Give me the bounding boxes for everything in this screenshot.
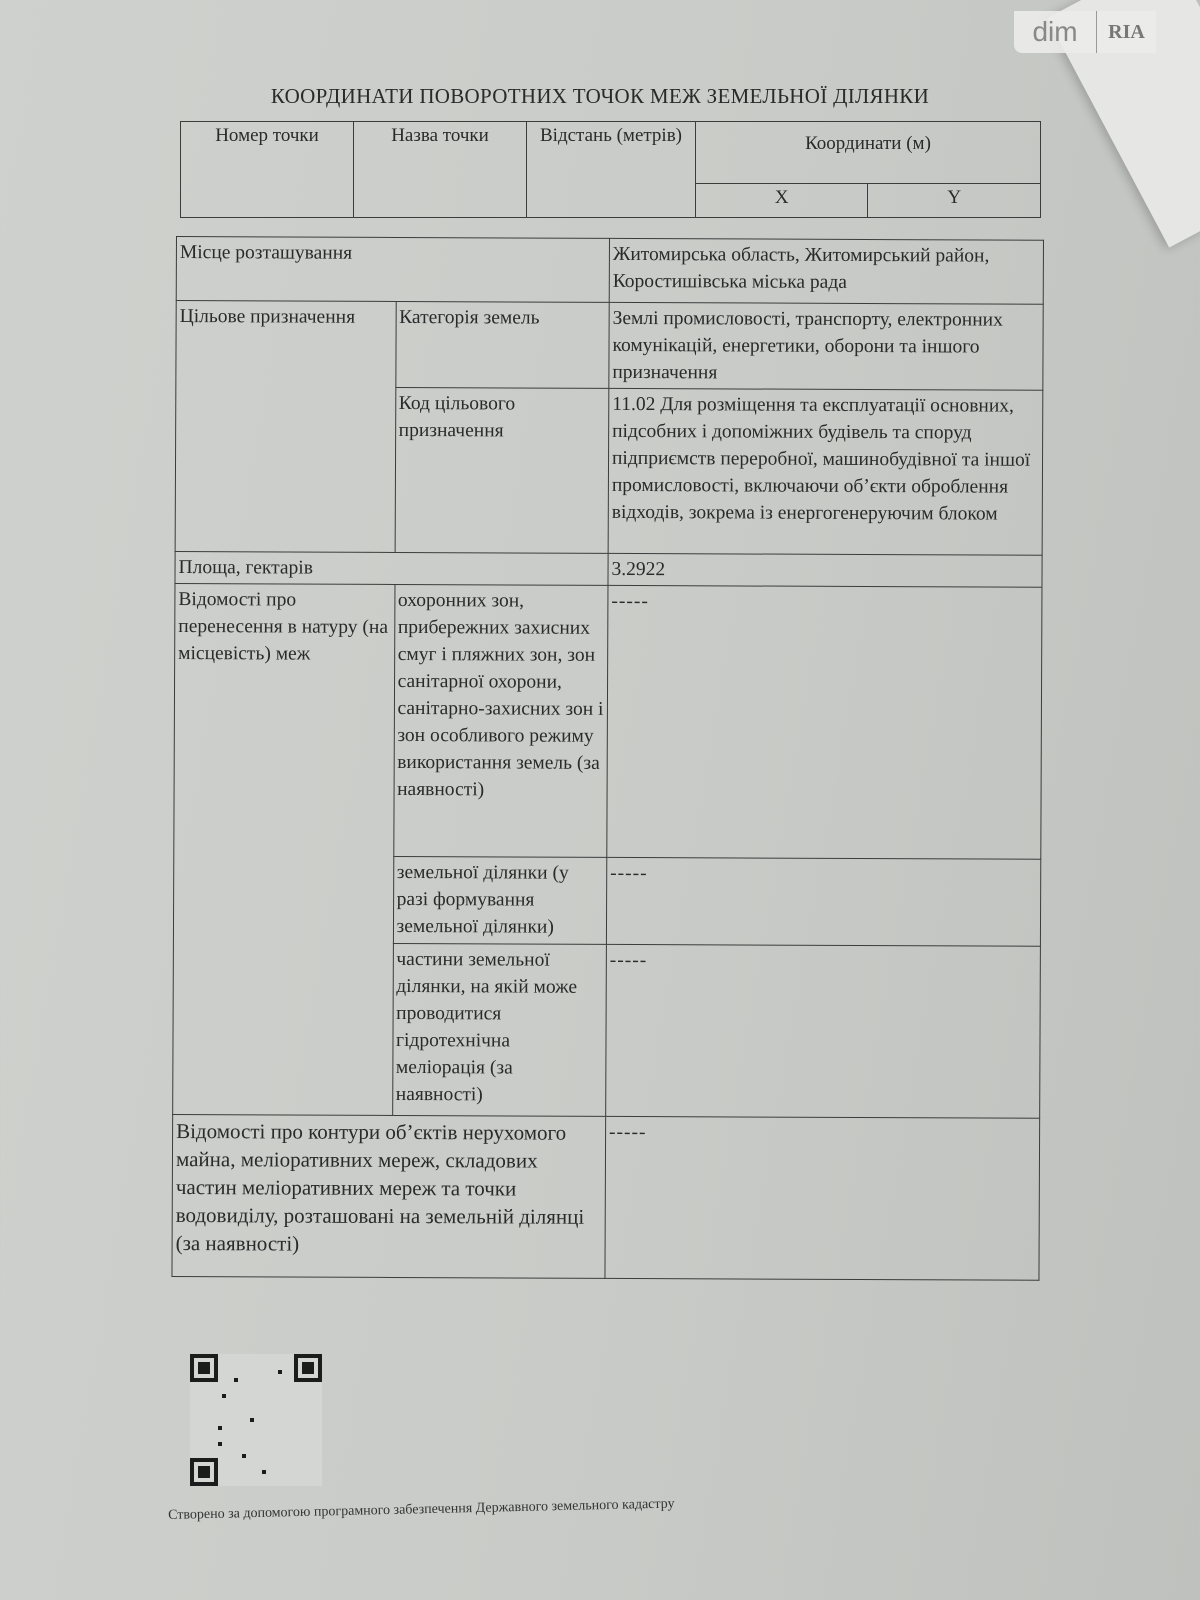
dimria-watermark <box>1014 11 1156 53</box>
objects-value: ----- <box>605 1116 1040 1280</box>
zones-label: охоронних зон, прибережних захисних смуг і пляжних зон, зон санітарної охорони, санітарно-захисних зон і зон особливого режиму використання земель (за наявності) <box>393 584 608 857</box>
footer-note: Створено за допомогою програмного забезпечення Державного земельного кадастру <box>168 1496 675 1523</box>
coordinates-table <box>180 121 1041 218</box>
purpose-label: Цільове призначення <box>175 301 396 553</box>
category-label: Категорія земель <box>395 301 609 388</box>
objects-label: Відомості про контури об’єктів нерухомого майна, меліоративних мереж, складових частин меліоративних мереж та точки водовиділу, розташовані на земельній ділянці (за наявності) <box>172 1114 606 1278</box>
header-distance: Відстань (метрів) <box>527 122 696 218</box>
header-coordinates: Координати (м) <box>696 122 1041 184</box>
header-point-number: Номер точки <box>181 122 354 218</box>
header-point-name: Назва точки <box>354 122 527 218</box>
watermark-dim: dim <box>1014 11 1097 53</box>
plot-label: земельної ділянки (у разі формування земельної ділянки) <box>393 856 607 944</box>
category-value: Землі промисловості, транспорту, електронних комунікацій, енергетики, оборони та іншого призначення <box>609 302 1043 390</box>
location-value: Житомирська область, Житомирський район, Коростишівська міська рада <box>609 238 1043 304</box>
part-value: ----- <box>606 944 1041 1118</box>
qr-code <box>190 1353 322 1487</box>
plot-value: ----- <box>606 857 1040 946</box>
land-info-table <box>171 236 1044 1281</box>
header-y: Y <box>868 184 1041 218</box>
code-value: 11.02 Для розміщення та експлуатації основних, підсобних і допоміжних будівель та споруд підприємств переробної, машинобудівної та іншої промисловості, включаючи об’єкти оброблення відходів, зокрема із енергогенеруючим блоком <box>608 388 1043 555</box>
location-label: Місце розташування <box>176 237 609 303</box>
page-title: КООРДИНАТИ ПОВОРОТНИХ ТОЧОК МЕЖ ЗЕМЕЛЬНОЇ ДІЛЯНКИ <box>270 84 930 108</box>
zones-value: ----- <box>607 585 1042 859</box>
part-label: частини земельної ділянки, на якій може проводитися гідротехнічна меліорація (за наявності) <box>392 943 606 1116</box>
code-label: Код цільового призначення <box>395 387 609 553</box>
area-value: 3.2922 <box>608 553 1042 587</box>
header-x: X <box>696 184 868 218</box>
watermark-ria: RIA <box>1108 20 1145 43</box>
transfer-label: Відомості про перенесення в натуру (на місцевість) меж <box>173 583 395 1115</box>
area-label: Площа, гектарів <box>175 551 608 585</box>
